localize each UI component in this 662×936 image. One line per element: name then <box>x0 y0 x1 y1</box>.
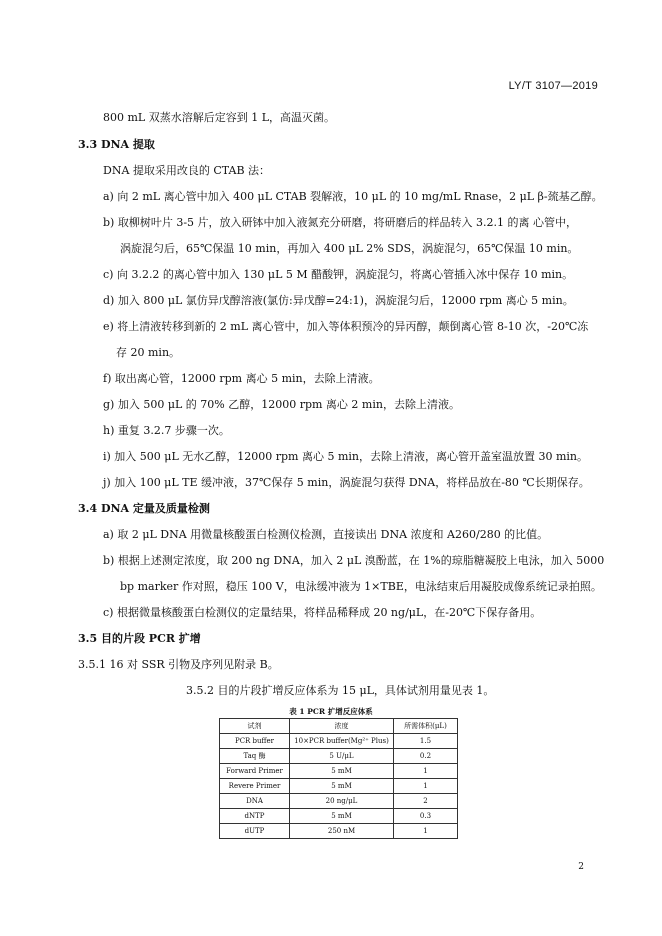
table-cell: 1 <box>394 779 458 794</box>
table-cell: 2 <box>394 794 458 809</box>
table-header-row <box>220 719 458 734</box>
table-cell: 1.5 <box>394 734 458 749</box>
list-item-c: c) 向 3.2.2 的离心管中加入 130 μL 5 M 醋酸钾，涡旋混匀，将离心管插入冰中保存 10 min。 <box>103 268 574 281</box>
table-row <box>220 779 458 794</box>
header-cell: 试剂 <box>220 719 290 734</box>
table-row <box>220 734 458 749</box>
list-item-e-cont: 存 20 min。 <box>116 346 181 359</box>
pcr-reaction-table <box>219 718 458 839</box>
list-item-b-cont: 涡旋混匀后，65℃保温 10 min，再加入 400 μL 2% SDS，涡旋混匀，65℃保温 10 min。 <box>120 242 579 255</box>
table-row <box>220 824 458 839</box>
page-number: 2 <box>578 862 584 872</box>
section-heading-3-5: 3.5 目的片段 PCR 扩增 <box>78 632 201 645</box>
table-cell: 1 <box>394 824 458 839</box>
table-cell: dNTP <box>220 809 290 824</box>
paragraph-line: 800 mL 双蒸水溶解后定容到 1 L，高温灭菌。 <box>103 111 336 124</box>
table-cell: 5 mM <box>290 764 394 779</box>
table-cell: Forward Primer <box>220 764 290 779</box>
table-cell: 0.3 <box>394 809 458 824</box>
table-cell: dUTP <box>220 824 290 839</box>
list-item-e: e) 将上清液转移到新的 2 mL 离心管中，加入等体积预冷的异丙醇，颠倒离心管 8-10 次，-20℃冻 <box>103 320 589 333</box>
table-row <box>220 749 458 764</box>
table-cell: Revere Primer <box>220 779 290 794</box>
list-item-b: b) 根据上述测定浓度，取 200 ng DNA，加入 2 μL 溴酚蓝，在 1%的琼脂糖凝胶上电泳，加入 5000 <box>103 554 605 567</box>
table-cell: 1 <box>394 764 458 779</box>
table-cell: 20 ng/μL <box>290 794 394 809</box>
table-cell: DNA <box>220 794 290 809</box>
list-item-h: h) 重复 3.2.7 步骤一次。 <box>103 424 230 437</box>
table-row <box>220 794 458 809</box>
table-caption: 表 1 PCR 扩增反应体系 <box>289 707 373 716</box>
list-item-b: b) 取柳树叶片 3-5 片，放入研钵中加入液氮充分研磨，将研磨后的样品转入 3.2.1 的离 心管中， <box>103 216 578 229</box>
table-cell: PCR buffer <box>220 734 290 749</box>
table-cell: 0.2 <box>394 749 458 764</box>
list-item-f: f) 取出离心管，12000 rpm 离心 5 min，去除上清液。 <box>103 372 380 385</box>
table-cell: 10×PCR buffer(Mg²⁺ Plus) <box>290 734 394 749</box>
table-row <box>220 764 458 779</box>
standard-code: LY/T 3107—2019 <box>508 80 598 92</box>
table-cell: 5 mM <box>290 779 394 794</box>
list-item-d: d) 加入 800 μL 氯仿异戊醇溶液(氯仿:异戊醇=24:1)，涡旋混匀后，12000 rpm 离心 5 min。 <box>103 294 574 307</box>
list-item-b-cont: bp marker 作对照，稳压 100 V，电泳缓冲液为 1×TBE，电泳结束后用凝胶成像系统记录拍照。 <box>120 580 602 593</box>
table-cell: 5 mM <box>290 809 394 824</box>
clause-3-5-2: 3.5.2 目的片段扩增反应体系为 15 μL，具体试剂用量见表 1。 <box>186 684 495 697</box>
header-cell: 所需体积(μL) <box>394 719 458 734</box>
list-item-a: a) 取 2 μL DNA 用微量核酸蛋白检测仪检测，直接读出 DNA 浓度和 A260/280 的比值。 <box>103 528 549 541</box>
clause-3-5-1: 3.5.1 16 对 SSR 引物及序列见附录 B。 <box>78 658 279 671</box>
list-item-j: j) 加入 100 μL TE 缓冲液，37℃保存 5 min，涡旋混匀获得 DNA，将样品放在-80 ℃长期保存。 <box>103 476 590 489</box>
list-item-i: i) 加入 500 μL 无水乙醇，12000 rpm 离心 5 min，去除上清液，离心管开盖室温放置 30 min。 <box>103 450 589 463</box>
list-item-c: c) 根据微量核酸蛋白检测仪的定量结果，将样品稀释成 20 ng/μL，在-20℃下保存备用。 <box>103 606 542 619</box>
table-cell: 250 nM <box>290 824 394 839</box>
header-cell: 浓度 <box>290 719 394 734</box>
paragraph-line: DNA 提取采用改良的 CTAB 法： <box>103 164 271 177</box>
list-item-a: a) 向 2 mL 离心管中加入 400 μL CTAB 裂解液，10 μL 的 10 mg/mL Rnase，2 μL β-巯基乙醇。 <box>103 190 603 203</box>
list-item-g: g) 加入 500 μL 的 70% 乙醇，12000 rpm 离心 2 min，去除上清液。 <box>103 398 460 411</box>
table-cell: Taq 酶 <box>220 749 290 764</box>
table-cell: 5 U/μL <box>290 749 394 764</box>
section-heading-3-4: 3.4 DNA 定量及质量检测 <box>78 502 210 515</box>
table-row <box>220 809 458 824</box>
section-heading-3-3: 3.3 DNA 提取 <box>78 138 155 151</box>
